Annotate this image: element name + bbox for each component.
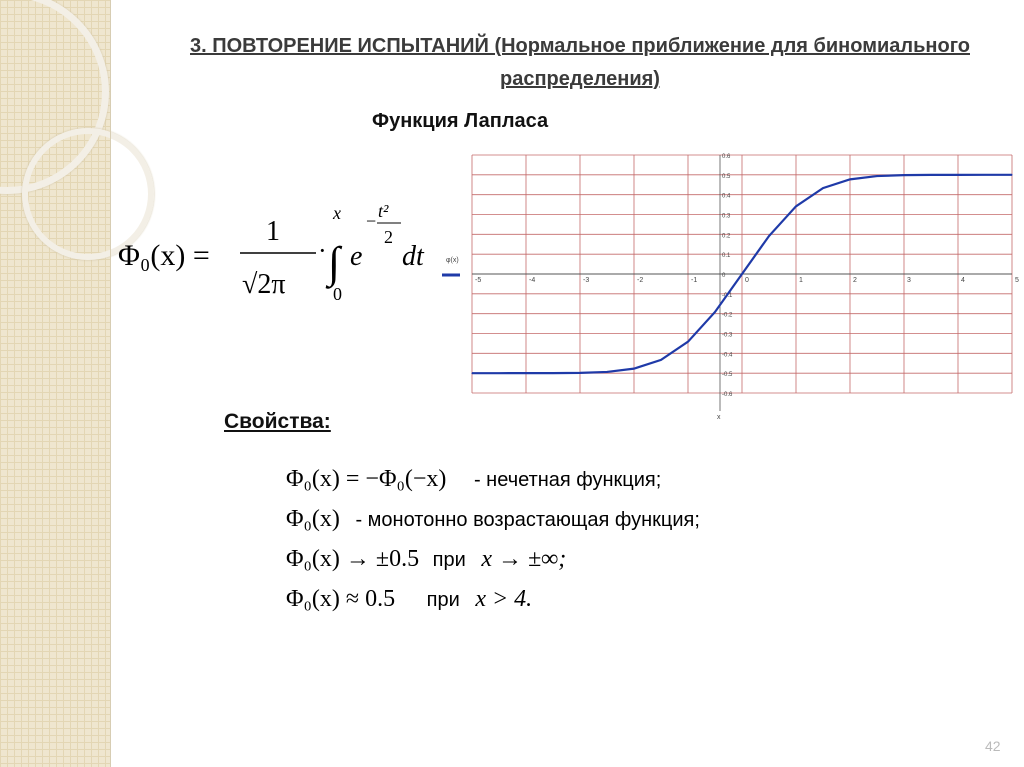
y-tick-label: 0.2	[722, 233, 731, 240]
data-point	[633, 368, 634, 369]
data-point	[498, 373, 499, 374]
x-tick-label: 4	[961, 277, 965, 284]
data-point	[471, 373, 472, 374]
y-tick-label: -0.3	[722, 332, 733, 339]
property-text: при	[426, 589, 460, 611]
data-point	[795, 206, 796, 207]
formula-dot: ·	[318, 236, 327, 265]
data-point	[876, 175, 877, 176]
x-tick-label: -3	[583, 277, 590, 284]
property-text: при	[432, 549, 466, 571]
x-tick-label: -1	[691, 277, 698, 284]
y-tick-label: -0.4	[722, 352, 733, 359]
y-tick-label: 0.3	[722, 213, 731, 220]
data-point	[525, 373, 526, 374]
data-point	[579, 372, 580, 373]
property-text: - монотонно возрастающая функция;	[355, 509, 700, 531]
x-tick-label: -5	[475, 277, 482, 284]
property-condition: x > 4.	[475, 586, 533, 612]
y-tick-label: 0	[722, 273, 726, 279]
page-number: 42	[985, 738, 1001, 754]
data-point	[903, 174, 904, 175]
data-point	[849, 179, 850, 180]
laplace-formula	[118, 195, 448, 315]
property-text: - нечетная функция;	[473, 469, 662, 491]
property-approx	[286, 586, 532, 613]
properties-heading: Свойства:	[224, 410, 331, 433]
x-tick-label: 0	[745, 277, 749, 284]
data-point	[687, 341, 688, 342]
y-tick-label: 0.1	[722, 253, 731, 260]
y-tick-label: 0.4	[722, 193, 731, 200]
y-tick-label: -0.1	[722, 292, 733, 299]
property-formula: Φ₀(x) = −Φ₀(−x)	[286, 466, 447, 492]
divider	[110, 0, 111, 767]
property-monotone	[286, 506, 700, 533]
laplace-chart	[440, 148, 1020, 428]
data-point	[714, 311, 715, 312]
data-point	[741, 273, 742, 274]
x-tick-label: 3	[907, 277, 911, 284]
exp-sign: −	[366, 211, 377, 231]
integral-sign: ∫	[328, 238, 341, 287]
integral-upper: x	[333, 203, 341, 223]
y-tick-label: -0.5	[722, 372, 733, 379]
slide-title: 3. ПОВТОРЕНИЕ ИСПЫТАНИЙ (Нормальное приближение для биномиального распределения)	[190, 35, 970, 90]
exp-denominator: 2	[384, 227, 393, 247]
property-formula: Φ₀(x) ≈ 0.5	[286, 586, 396, 612]
formula-denominator: √2π	[242, 269, 286, 300]
chart-subtitle: Функция Лапласа	[372, 110, 549, 132]
x-tick-label: -2	[637, 277, 644, 284]
x-axis-label: x	[717, 414, 721, 421]
x-tick-label: 5	[1015, 277, 1019, 284]
data-point	[768, 235, 769, 236]
y-tick-label: -0.2	[722, 312, 733, 319]
data-point	[660, 359, 661, 360]
integral-lower: 0	[333, 284, 342, 304]
x-tick-label: 1	[799, 277, 803, 284]
y-tick-label: 0.6	[722, 154, 731, 160]
formula-numerator: 1	[266, 216, 280, 247]
data-point	[957, 174, 958, 175]
exp-base: e	[350, 241, 363, 272]
data-point	[1011, 174, 1012, 175]
y-tick-label: 0.5	[722, 173, 731, 180]
property-formula: Φ₀(x) → ±0.5	[286, 546, 420, 572]
formula-lhs: Φ₀(x) =	[118, 239, 210, 272]
data-point	[930, 174, 931, 175]
property-limit	[286, 546, 566, 573]
y-axis-label: φ(x)	[446, 257, 459, 264]
x-tick-label: -4	[529, 277, 536, 284]
formula-dt: dt	[402, 241, 424, 272]
data-point	[552, 373, 553, 374]
y-tick-label: -0.6	[722, 392, 733, 398]
data-point	[984, 174, 985, 175]
property-formula: Φ₀(x)	[286, 506, 340, 532]
data-point	[822, 187, 823, 188]
data-point	[606, 371, 607, 372]
x-tick-label: 2	[853, 277, 857, 284]
property-odd	[286, 466, 661, 493]
property-condition: x → ±∞;	[481, 546, 567, 572]
exp-numerator: t²	[378, 201, 389, 221]
